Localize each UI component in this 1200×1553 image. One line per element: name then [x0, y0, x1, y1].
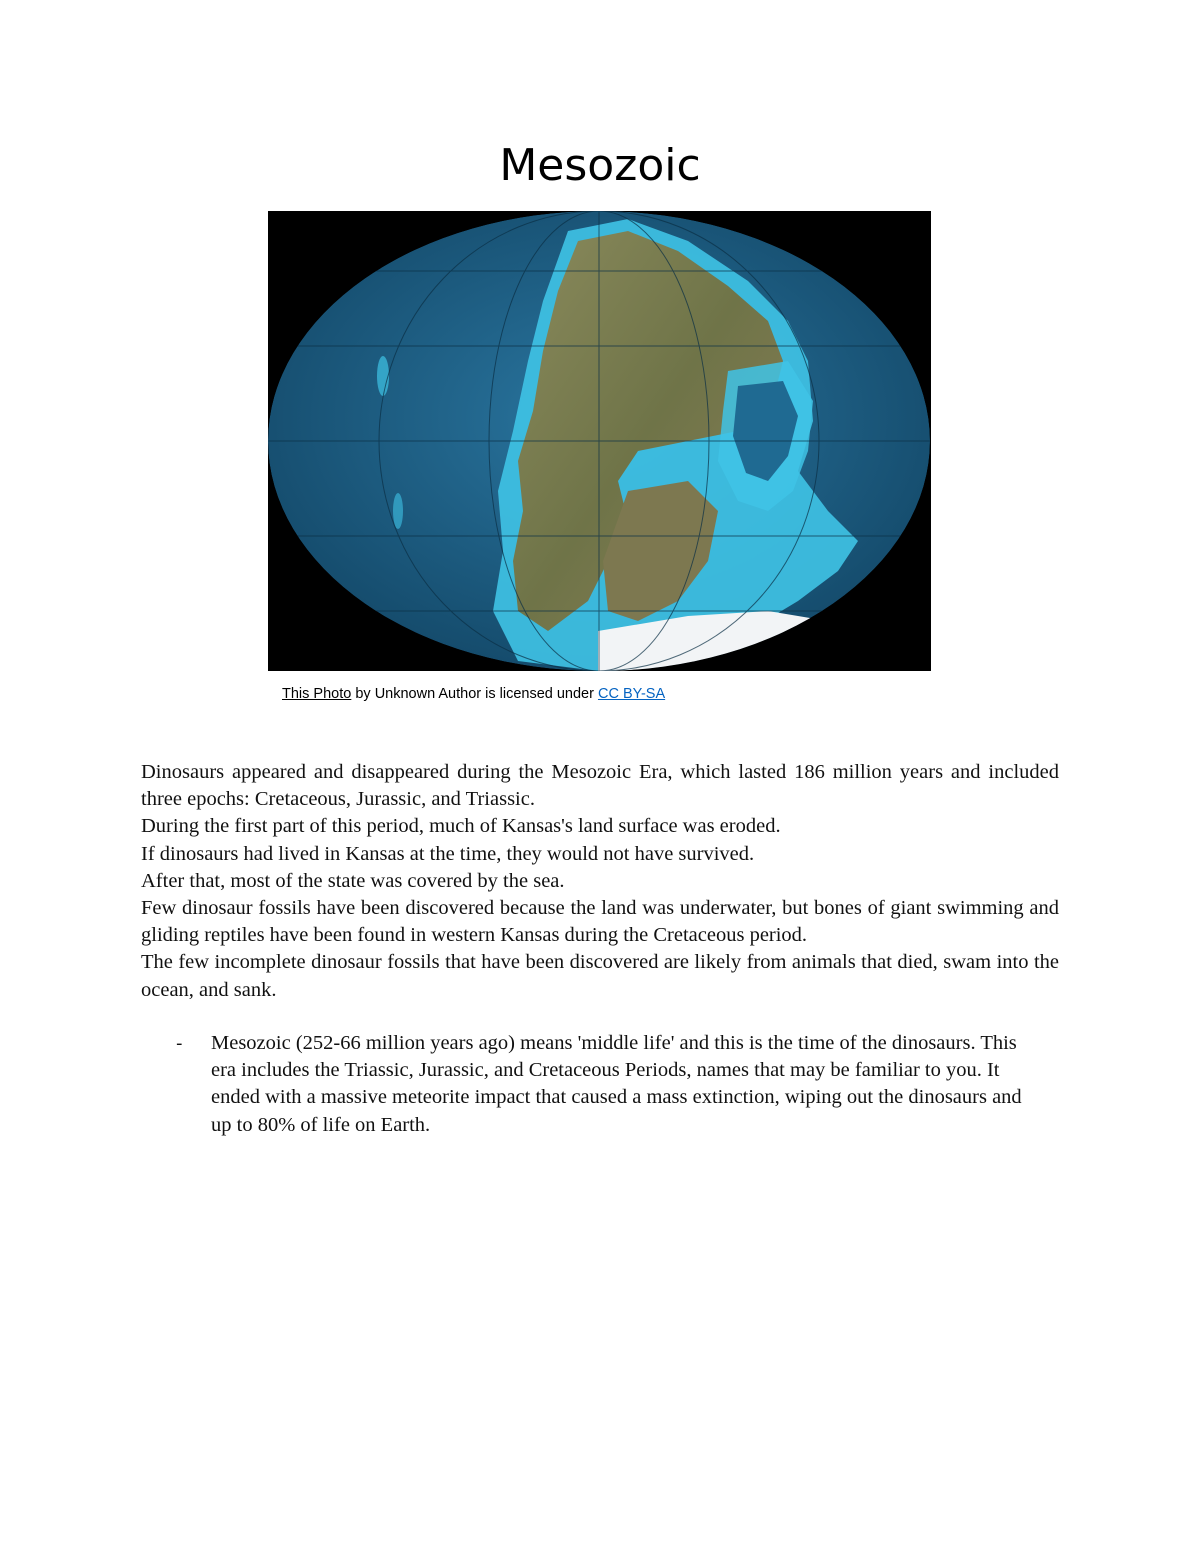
bullet-marker: -: [176, 1033, 183, 1054]
paragraph-5: Few dinosaur fossils have been discovered because the land was underwater, but bones of giant swimming and gliding reptiles have been found in western Kansas during the Cretaceous period.: [141, 897, 1059, 947]
paragraph-1: Dinosaurs appeared and disappeared during the Mesozoic Era, which lasted 186 million years and included three epochs: Cretaceous, Jurassic, and Triassic.: [141, 761, 1059, 811]
paragraph-6: The few incomplete dinosaur fossils that have been discovered are likely from animals that died, swam into the ocean, and sank.: [141, 951, 1059, 1001]
image-attribution-caption: [282, 684, 665, 704]
paragraph-4: After that, most of the state was covered by the sea.: [141, 869, 565, 892]
paleogeographic-globe-map-icon: [268, 211, 931, 671]
license-link[interactable]: CC BY-SA: [597, 686, 666, 702]
paragraph-3: If dinosaurs had lived in Kansas at the time, they would not have survived.: [141, 842, 755, 865]
photo-link[interactable]: This Photo: [282, 686, 352, 702]
paragraph-2: During the first part of this period, much of Kansas's land surface was eroded.: [141, 815, 781, 838]
page-title: Mesozoic: [499, 140, 701, 191]
paleogeographic-globe-map-image: [268, 211, 931, 671]
caption-middle-text: by Unknown Author is licensed under: [351, 686, 598, 702]
body-paragraphs: [141, 759, 1059, 1004]
bullet-item-text: Mesozoic (252-66 million years ago) means 'middle life' and this is the time of the dinosaurs. This era includes the Triassic, Jurassic, and Cretaceous Periods, names that may be familiar to you. It ended with a massive meteorite impact that caused a mass extinction, wiping out the dinosaurs and up to 80% of life on Earth.: [211, 1032, 1022, 1136]
